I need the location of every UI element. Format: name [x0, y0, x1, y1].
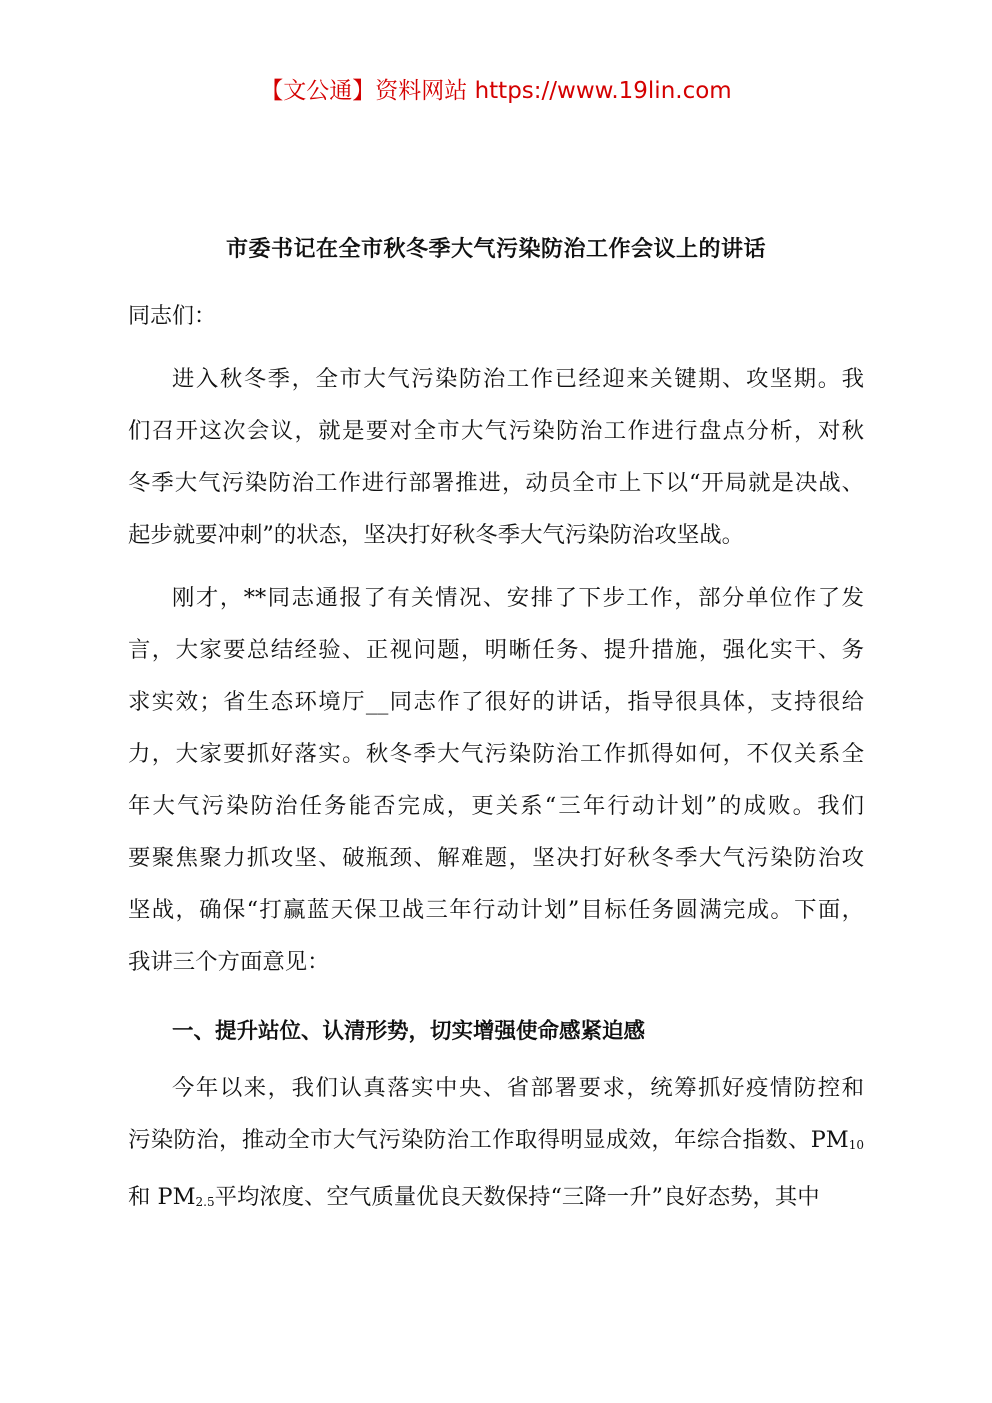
paragraph-2-line: 要聚焦聚力抓攻坚、破瓶颈、解难题，坚决打好秋冬季大气污染防治攻 — [128, 845, 864, 871]
paragraph-1-line: 进入秋冬季，全市大气污染防治工作已经迎来关键期、攻坚期。我 — [172, 366, 864, 392]
paragraph-2-line: 我讲三个方面意见： — [128, 949, 330, 975]
paragraph-2-line: 求实效；省生态环境厅__同志作了很好的讲话，指导很具体，支持很给 — [128, 689, 864, 715]
paragraph-3-line — [128, 1171, 864, 1228]
section-heading-1: 一、提升站位、认清形势，切实增强使命感紧迫感 — [172, 1019, 646, 1044]
paragraph-3-line-text: 污染防治，推动全市大气污染防治工作取得明显成效，年综合指数、PM — [128, 1127, 849, 1153]
salutation: 同志们： — [128, 304, 217, 329]
paragraph-3-line — [128, 1114, 864, 1171]
paragraph-1-line: 冬季大气污染防治工作进行部署推进，动员全市上下以“开局就是决战、 — [128, 470, 864, 496]
paragraph-1-line: 们召开这次会议，就是要对全市大气污染防治工作进行盘点分析，对秋 — [128, 418, 864, 444]
paragraph-2-line: 刚才，**同志通报了有关情况、安排了下步工作，部分单位作了发 — [172, 585, 864, 611]
paragraph-1-line: 起步就要冲刺”的状态，坚决打好秋冬季大气污染防治攻坚战。 — [128, 522, 744, 548]
site-header-banner: 【文公通】资料网站 https://www.19lin.com — [260, 78, 732, 104]
pm10-subscript: 10 — [848, 1138, 864, 1152]
paragraph-2-line: 言，大家要总结经验、正视问题，明晰任务、提升措施，强化实干、务 — [128, 637, 864, 663]
paragraph-2-line: 年大气污染防治任务能否完成，更关系“三年行动计划”的成败。我们 — [128, 793, 864, 819]
paragraph-3 — [128, 1062, 864, 1228]
paragraph-1 — [128, 353, 864, 561]
paragraph-3-line: 今年以来，我们认真落实中央、省部署要求，统筹抓好疫情防控和 — [172, 1075, 864, 1101]
paragraph-2 — [128, 572, 864, 988]
paragraph-3-line-text: 平均浓度、空气质量优良天数保持“三降一升”良好态势，其中 — [214, 1184, 820, 1210]
paragraph-2-line: 力，大家要抓好落实。秋冬季大气污染防治工作抓得如何，不仅关系全 — [128, 741, 864, 767]
document-title: 市委书记在全市秋冬季大气污染防治工作会议上的讲话 — [225, 237, 766, 262]
paragraph-3-line-prefix: 和 PM — [128, 1184, 196, 1210]
paragraph-2-line: 坚战，确保“打赢蓝天保卫战三年行动计划”目标任务圆满完成。下面， — [128, 897, 864, 923]
pm25-subscript: 2.5 — [195, 1195, 215, 1209]
